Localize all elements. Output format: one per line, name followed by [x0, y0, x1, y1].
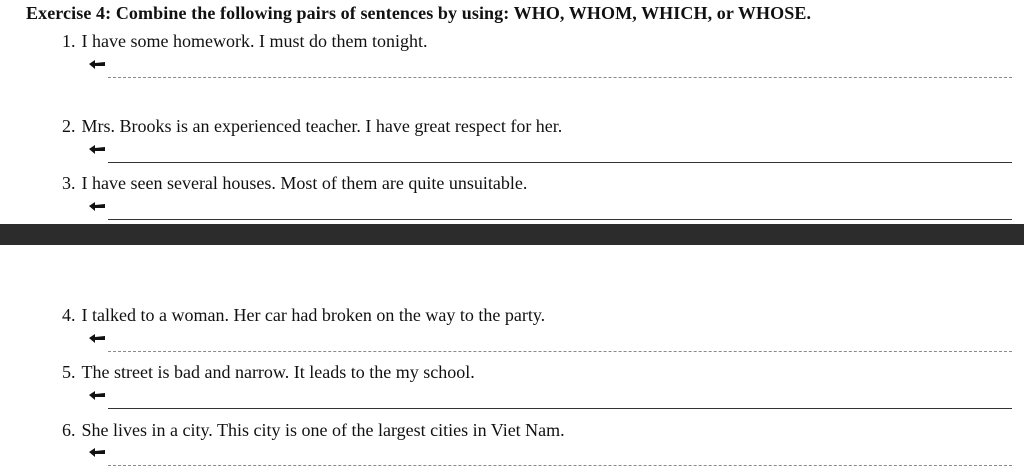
pointing-hand-icon — [88, 143, 106, 157]
question-number: 6. — [62, 420, 76, 440]
answer-underline — [108, 77, 1012, 78]
question-number: 3. — [62, 173, 76, 193]
answer-line-2[interactable] — [88, 143, 1012, 165]
pointing-hand-icon — [88, 58, 106, 72]
answer-underline — [108, 465, 1012, 466]
exercise-title: Exercise 4: Combine the following pairs of sentences by using: WHO, WHOM, WHICH, or WHOSE. — [26, 3, 812, 23]
question-text: I talked to a woman. Her car had broken on the way to the party. — [81, 305, 546, 325]
answer-line-1[interactable] — [88, 58, 1012, 80]
question-number: 5. — [62, 362, 76, 382]
question-text: I have seen several houses. Most of them are quite unsuitable. — [81, 173, 528, 193]
question-number: 1. — [62, 31, 76, 51]
question-text: Mrs. Brooks is an experienced teacher. I have great respect for her. — [81, 116, 563, 136]
question-number: 2. — [62, 116, 76, 136]
answer-underline — [108, 162, 1012, 163]
pointing-hand-icon — [88, 332, 106, 346]
answer-line-5[interactable] — [88, 389, 1012, 411]
question-6 — [62, 420, 565, 441]
question-text: She lives in a city. This city is one of the largest cities in Viet Nam. — [81, 420, 565, 440]
answer-line-4[interactable] — [88, 332, 1012, 354]
question-3 — [62, 173, 527, 194]
answer-underline — [108, 408, 1012, 409]
question-2 — [62, 116, 562, 137]
answer-underline — [108, 351, 1012, 352]
question-1 — [62, 31, 427, 52]
question-text: The street is bad and narrow. It leads to the my school. — [81, 362, 475, 382]
pointing-hand-icon — [88, 446, 106, 460]
page-divider-bar — [0, 224, 1024, 245]
answer-underline — [108, 219, 1012, 220]
question-text: I have some homework. I must do them tonight. — [81, 31, 428, 51]
answer-line-3[interactable] — [88, 200, 1012, 222]
question-4 — [62, 305, 545, 326]
question-number: 4. — [62, 305, 76, 325]
question-5 — [62, 362, 475, 383]
answer-line-6[interactable] — [88, 446, 1012, 468]
pointing-hand-icon — [88, 200, 106, 214]
pointing-hand-icon — [88, 389, 106, 403]
